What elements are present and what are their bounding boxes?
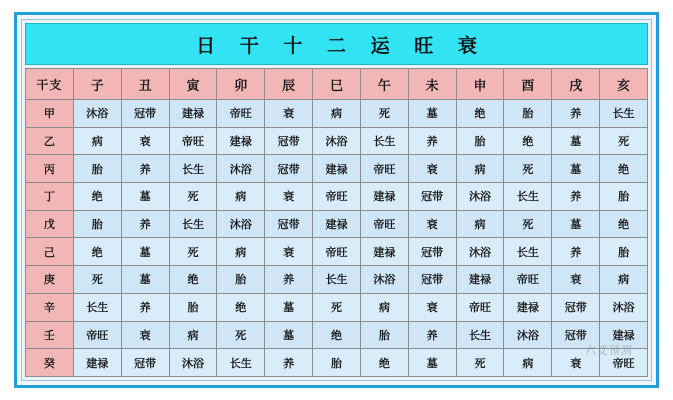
table-cell: 病 xyxy=(504,349,552,377)
table-cell: 帝旺 xyxy=(360,210,408,238)
table-cell: 建禄 xyxy=(600,321,648,349)
table-cell: 绝 xyxy=(313,321,361,349)
table-cell: 沐浴 xyxy=(600,293,648,321)
table-cell: 建禄 xyxy=(217,127,265,155)
table-cell: 绝 xyxy=(504,127,552,155)
table-cell: 养 xyxy=(121,155,169,183)
table-cell: 冠带 xyxy=(408,183,456,211)
table-cell: 帝旺 xyxy=(73,321,121,349)
table-cell: 冠带 xyxy=(121,349,169,377)
table-cell: 死 xyxy=(504,155,552,183)
table-cell: 长生 xyxy=(313,266,361,294)
table-cell: 死 xyxy=(313,293,361,321)
table-cell: 沐浴 xyxy=(313,127,361,155)
table-cell: 墓 xyxy=(265,321,313,349)
table-row xyxy=(26,127,648,155)
row-stem-label: 丁 xyxy=(26,183,74,211)
table-cell: 冠带 xyxy=(552,293,600,321)
header-branch-xu: 戌 xyxy=(552,69,600,100)
table-cell: 建禄 xyxy=(360,183,408,211)
table-cell: 冠带 xyxy=(265,127,313,155)
row-stem-label: 戊 xyxy=(26,210,74,238)
table-cell: 建禄 xyxy=(360,238,408,266)
header-corner-stem-branch: 干支 xyxy=(26,69,74,100)
table-cell: 衰 xyxy=(408,155,456,183)
table-cell: 建禄 xyxy=(456,266,504,294)
table-cell: 冠带 xyxy=(265,155,313,183)
table-cell: 死 xyxy=(360,100,408,128)
header-branch-hai: 亥 xyxy=(600,69,648,100)
table-cell: 帝旺 xyxy=(313,183,361,211)
table-cell: 死 xyxy=(217,321,265,349)
table-frame xyxy=(14,12,659,388)
page-title: 日 干 十 二 运 旺 衰 xyxy=(196,34,486,57)
table-cell: 病 xyxy=(313,100,361,128)
table-cell: 长生 xyxy=(169,210,217,238)
table-cell: 胎 xyxy=(504,100,552,128)
header-branch-mao: 卯 xyxy=(217,69,265,100)
table-row xyxy=(26,266,648,294)
table-cell: 建禄 xyxy=(73,349,121,377)
table-cell: 养 xyxy=(408,127,456,155)
title-bar xyxy=(25,23,648,65)
table-cell: 冠带 xyxy=(408,238,456,266)
table-cell: 衰 xyxy=(121,321,169,349)
header-branch-shen: 申 xyxy=(456,69,504,100)
table-cell: 沐浴 xyxy=(360,266,408,294)
table-cell: 帝旺 xyxy=(217,100,265,128)
table-cell: 帝旺 xyxy=(600,349,648,377)
table-cell: 死 xyxy=(169,238,217,266)
table-cell: 建禄 xyxy=(169,100,217,128)
header-branch-si: 巳 xyxy=(313,69,361,100)
table-cell: 沐浴 xyxy=(456,238,504,266)
table-cell: 胎 xyxy=(360,321,408,349)
table-cell: 绝 xyxy=(600,155,648,183)
table-cell: 墓 xyxy=(121,266,169,294)
table-cell: 墓 xyxy=(121,238,169,266)
table-cell: 胎 xyxy=(456,127,504,155)
header-branch-zi: 子 xyxy=(73,69,121,100)
table-cell: 长生 xyxy=(73,293,121,321)
table-cell: 墓 xyxy=(121,183,169,211)
table-cell: 死 xyxy=(504,210,552,238)
table-cell: 绝 xyxy=(169,266,217,294)
table-cell: 胎 xyxy=(73,210,121,238)
watermark: 六爻预测 xyxy=(585,344,633,357)
table-cell: 建禄 xyxy=(313,155,361,183)
table-cell: 病 xyxy=(169,321,217,349)
table-cell: 长生 xyxy=(456,321,504,349)
table-cell: 沐浴 xyxy=(504,321,552,349)
table-cell: 墓 xyxy=(552,155,600,183)
table-cell: 墓 xyxy=(408,100,456,128)
table-cell: 养 xyxy=(552,183,600,211)
table-cell: 冠带 xyxy=(121,100,169,128)
table-cell: 养 xyxy=(265,266,313,294)
table-cell: 病 xyxy=(456,210,504,238)
table-cell: 长生 xyxy=(600,100,648,128)
table-cell: 胎 xyxy=(169,293,217,321)
row-stem-label: 甲 xyxy=(26,100,74,128)
table-cell: 绝 xyxy=(217,293,265,321)
table-cell: 墓 xyxy=(552,210,600,238)
table-header-row xyxy=(26,69,648,100)
table-cell: 沐浴 xyxy=(217,155,265,183)
header-branch-chen: 辰 xyxy=(265,69,313,100)
table-cell: 胎 xyxy=(73,155,121,183)
table-row xyxy=(26,238,648,266)
table-cell: 长生 xyxy=(360,127,408,155)
table-cell: 衰 xyxy=(265,238,313,266)
table-cell: 沐浴 xyxy=(217,210,265,238)
table-cell: 建禄 xyxy=(504,293,552,321)
table-cell: 病 xyxy=(600,266,648,294)
row-stem-label: 癸 xyxy=(26,349,74,377)
table-cell: 胎 xyxy=(600,238,648,266)
table-row xyxy=(26,183,648,211)
header-branch-wei: 未 xyxy=(408,69,456,100)
table-cell: 养 xyxy=(265,349,313,377)
table-cell: 绝 xyxy=(73,238,121,266)
table-cell: 帝旺 xyxy=(456,293,504,321)
table-cell: 长生 xyxy=(504,238,552,266)
table-cell: 养 xyxy=(121,293,169,321)
table-row xyxy=(26,210,648,238)
twelve-stages-table xyxy=(25,68,648,377)
header-branch-yin: 寅 xyxy=(169,69,217,100)
table-cell: 长生 xyxy=(217,349,265,377)
table-cell: 沐浴 xyxy=(73,100,121,128)
table-cell: 衰 xyxy=(265,183,313,211)
table-row xyxy=(26,100,648,128)
table-cell: 胎 xyxy=(313,349,361,377)
table-cell: 死 xyxy=(456,349,504,377)
table-cell: 病 xyxy=(456,155,504,183)
header-branch-you: 酉 xyxy=(504,69,552,100)
table-inner-frame xyxy=(21,19,652,381)
table-cell: 帝旺 xyxy=(504,266,552,294)
table-cell: 养 xyxy=(552,100,600,128)
row-stem-label: 己 xyxy=(26,238,74,266)
table-cell: 养 xyxy=(408,321,456,349)
table-cell: 病 xyxy=(217,183,265,211)
table-cell: 绝 xyxy=(456,100,504,128)
table-cell: 衰 xyxy=(552,349,600,377)
table-cell: 绝 xyxy=(600,210,648,238)
table-cell: 胎 xyxy=(217,266,265,294)
table-cell: 沐浴 xyxy=(456,183,504,211)
table-cell: 帝旺 xyxy=(169,127,217,155)
table-cell: 帝旺 xyxy=(360,155,408,183)
table-cell: 养 xyxy=(552,238,600,266)
table-row xyxy=(26,155,648,183)
table-cell: 绝 xyxy=(360,349,408,377)
table-cell: 冠带 xyxy=(552,321,600,349)
table-cell: 墓 xyxy=(408,349,456,377)
table-row xyxy=(26,321,648,349)
table-row xyxy=(26,293,648,321)
table-cell: 长生 xyxy=(169,155,217,183)
table-cell: 死 xyxy=(169,183,217,211)
table-cell: 建禄 xyxy=(313,210,361,238)
table-cell: 衰 xyxy=(265,100,313,128)
table-row xyxy=(26,349,648,377)
table-cell: 墓 xyxy=(552,127,600,155)
row-stem-label: 辛 xyxy=(26,293,74,321)
row-stem-label: 丙 xyxy=(26,155,74,183)
table-cell: 墓 xyxy=(265,293,313,321)
table-cell: 衰 xyxy=(408,293,456,321)
table-container xyxy=(25,68,648,377)
row-stem-label: 壬 xyxy=(26,321,74,349)
table-cell: 病 xyxy=(217,238,265,266)
table-cell: 衰 xyxy=(121,127,169,155)
table-cell: 沐浴 xyxy=(169,349,217,377)
table-cell: 胎 xyxy=(600,183,648,211)
table-cell: 病 xyxy=(360,293,408,321)
row-stem-label: 庚 xyxy=(26,266,74,294)
row-stem-label: 乙 xyxy=(26,127,74,155)
table-cell: 衰 xyxy=(552,266,600,294)
table-cell: 养 xyxy=(121,210,169,238)
table-cell: 帝旺 xyxy=(313,238,361,266)
table-cell: 冠带 xyxy=(408,266,456,294)
table-cell: 衰 xyxy=(408,210,456,238)
table-cell: 绝 xyxy=(73,183,121,211)
header-branch-chou: 丑 xyxy=(121,69,169,100)
table-cell: 冠带 xyxy=(265,210,313,238)
table-cell: 死 xyxy=(73,266,121,294)
header-branch-wu: 午 xyxy=(360,69,408,100)
table-cell: 长生 xyxy=(504,183,552,211)
table-cell: 病 xyxy=(73,127,121,155)
table-cell: 死 xyxy=(600,127,648,155)
